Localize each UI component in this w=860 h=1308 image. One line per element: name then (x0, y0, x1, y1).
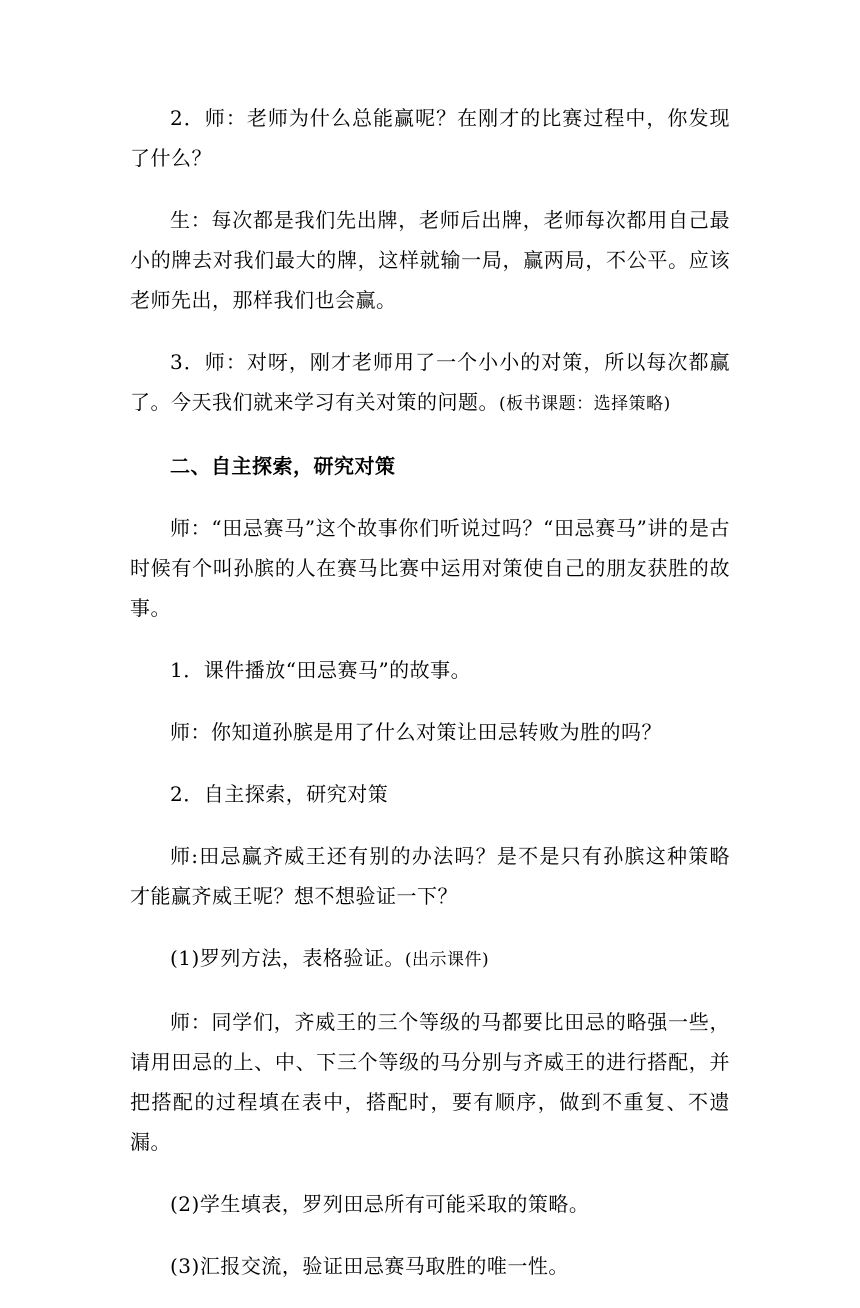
paragraph-text: (3)汇报交流，验证田忌赛马取胜的唯一性。 (170, 1254, 569, 1278)
courseware-note: (出示课件) (404, 950, 490, 970)
paragraph-teacher-instruction (130, 1002, 730, 1162)
paragraph-text: 2．自主探索，研究对策 (170, 782, 389, 806)
paragraph-text: 生：每次都是我们先出牌，老师后出牌，老师每次都用自己最小的牌去对我们最大的牌，这样就输一局，赢两局，不公平。应该老师先出，那样我们也会赢。 (130, 208, 730, 312)
board-title-note: (板书课题：选择策略) (499, 394, 671, 414)
paragraph-text: 师：你知道孙膑是用了什么对策让田忌转败为胜的吗？ (170, 720, 662, 744)
paragraph-text: 1．课件播放“田忌赛马”的故事。 (170, 658, 472, 682)
paragraph-teacher-verify (130, 836, 730, 916)
paragraph-story-intro (130, 508, 730, 628)
document-page (130, 98, 730, 1308)
section-heading (130, 446, 730, 486)
paragraph-substep-3 (130, 1246, 730, 1286)
paragraph-teacher-intro (130, 342, 730, 424)
paragraph-teacher-ask (130, 712, 730, 752)
paragraph-text: (1)罗列方法，表格验证。 (170, 946, 405, 970)
paragraph-text: 2．师：老师为什么总能赢呢？在刚才的比赛过程中，你发现了什么？ (130, 106, 730, 170)
paragraph-text: 3．师：对呀，刚才老师用了一个小小的对策，所以每次都赢了。今天我们就来学习有关对策的问题。 (130, 350, 730, 414)
paragraph-text: (2)学生填表，罗列田忌所有可能采取的策略。 (170, 1192, 590, 1216)
paragraph-substep-1 (130, 938, 730, 980)
paragraph-step-1 (130, 650, 730, 690)
paragraph-step-2 (130, 774, 730, 814)
paragraph-substep-2 (130, 1184, 730, 1224)
paragraph-text: 师:田忌赢齐威王还有别的办法吗？是不是只有孙膑这种策略才能赢齐威王呢？想不想验证一下？ (130, 844, 730, 908)
paragraph-text: 师：同学们，齐威王的三个等级的马都要比田忌的略强一些，请用田忌的上、中、下三个等级的马分别与齐威王的进行搭配，并把搭配的过程填在表中，搭配时，要有顺序，做到不重复、不遗漏。 (130, 1010, 730, 1154)
paragraph-teacher-question (130, 98, 730, 178)
paragraph-text: 师：“田忌赛马”这个故事你们听说过吗？“田忌赛马”讲的是古时候有个叫孙膑的人在赛马比赛中运用对策使自己的朋友获胜的故事。 (130, 516, 730, 620)
heading-text: 二、自主探索，研究对策 (170, 454, 396, 478)
paragraph-student-answer (130, 200, 730, 320)
